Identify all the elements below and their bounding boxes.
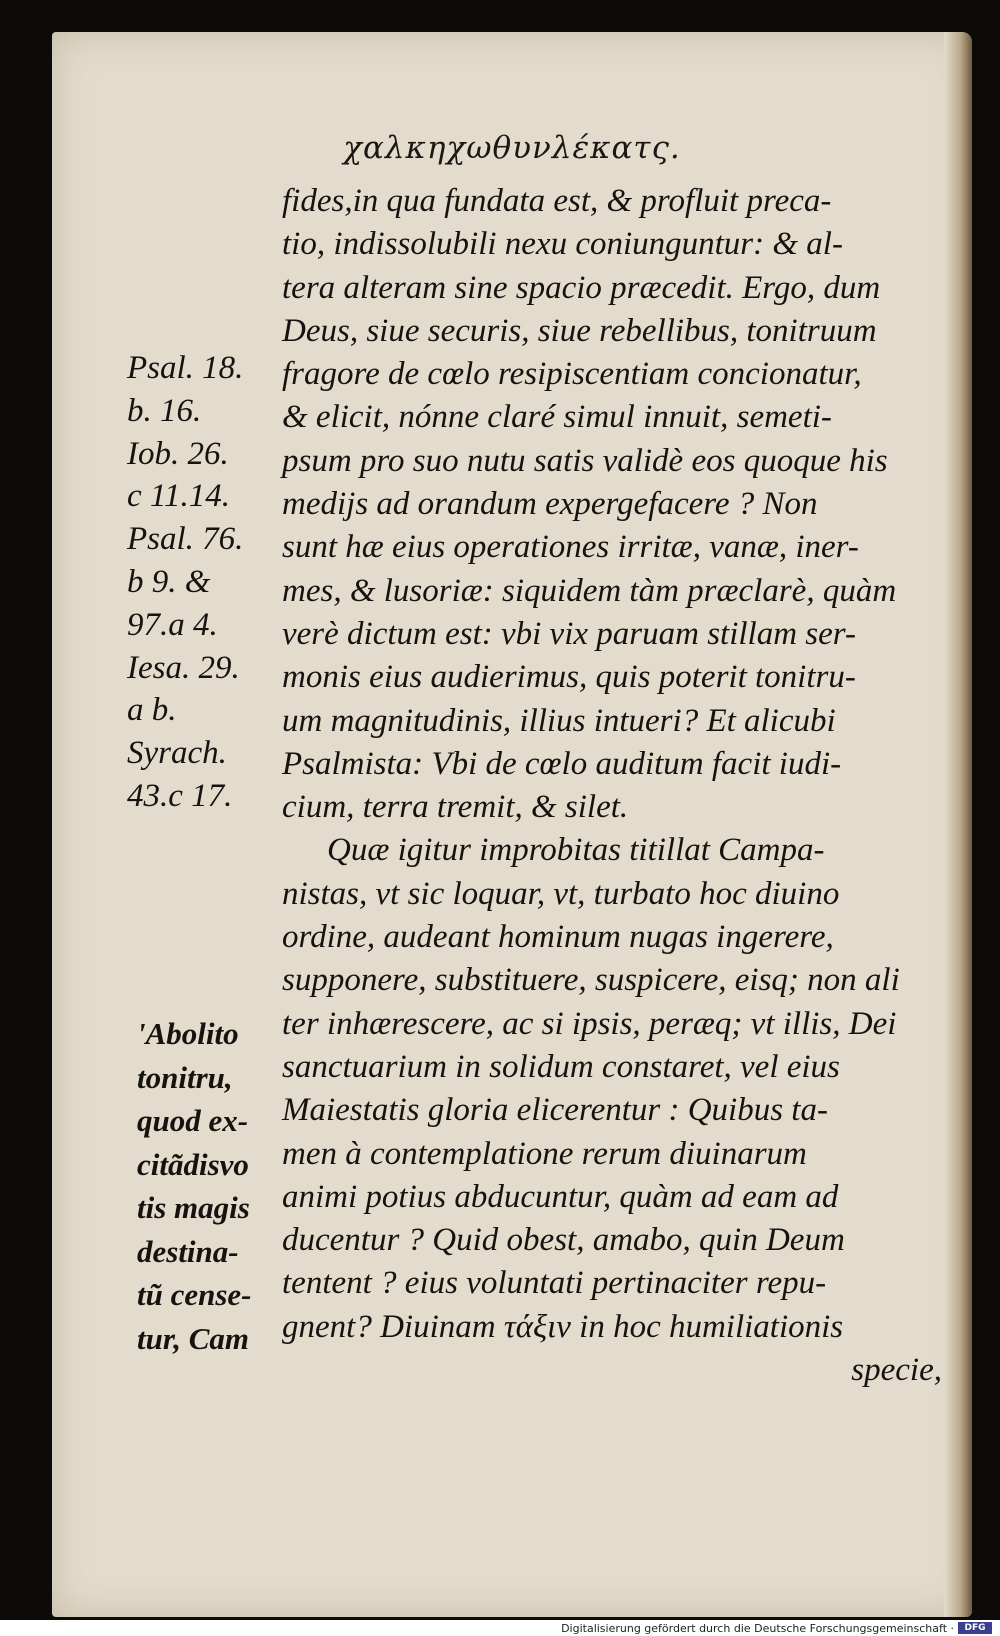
body-text (282, 180, 952, 1392)
margin-ref: 97.a 4. (127, 606, 218, 643)
text-line: fragore de cœlo resipiscentiam concionatur, (282, 356, 862, 393)
text-line: ducentur ? Quid obest, amabo, quin Deum (282, 1222, 845, 1259)
text-line: Deus, siue securis, siue rebellibus, tonitruum (282, 312, 877, 349)
margin-note-line: 'Abolito (137, 1016, 239, 1051)
margin-references (127, 347, 277, 818)
margin-ref: Iesa. 29. (127, 649, 240, 686)
text-line: tio, indissolubili nexu coniunguntur: & al- (282, 226, 843, 263)
text-line: Maiestatis gloria elicerentur : Quibus ta- (282, 1092, 828, 1129)
text-line: um magnitudinis, illius intueri? Et alicubi (282, 702, 836, 739)
text-line: psum pro suo nutu satis validè eos quoque his (282, 442, 888, 479)
margin-ref: a b. (127, 692, 177, 729)
dfg-logo: DFG (958, 1622, 992, 1634)
margin-note-line: citãdisvo (137, 1146, 249, 1182)
text-line: animi potius abducuntur, quàm ad eam ad (282, 1178, 839, 1215)
running-header: χαλκηχωθυνλέκατς. (343, 130, 681, 166)
text-line: verè dictum est: vbi vix paruam stillam ser- (282, 615, 856, 652)
text-line: cium, terra tremit, & silet. (282, 789, 629, 826)
margin-ref: Iob. 26. (127, 435, 229, 472)
footer-bar (0, 1620, 1000, 1636)
funding-notice: Digitalisierung gefördert durch die Deutsche Forschungsgemeinschaft · (561, 1622, 954, 1635)
margin-ref: c 11.14. (127, 478, 230, 515)
text-line: mes, & lusoriæ: siquidem tàm præclarè, quàm (282, 572, 897, 609)
margin-note-line: quod ex- (137, 1103, 249, 1138)
text-line: gnent? Diuinam τάξιν in hoc humiliationis (282, 1308, 844, 1345)
margin-note-line: tonitru, (137, 1059, 233, 1095)
margin-note-line: destina- (137, 1233, 239, 1269)
text-line: ter inhærescere, ac si ipsis, peræq; vt illis, Dei (282, 1005, 897, 1042)
text-line: tentent ? eius voluntati pertinaciter repu- (282, 1265, 827, 1302)
text-line: monis eius audierimus, quis poterit tonitru- (282, 659, 856, 696)
text-line: supponere, substituere, suspicere, eisq; non ali (282, 962, 900, 999)
text-line: & elicit, nónne claré simul innuit, semeti- (282, 399, 832, 436)
text-line: tera alteram sine spacio præcedit. Ergo, dum (282, 269, 881, 306)
text-line: fides,in qua fundata est, & profluit preca- (282, 183, 832, 219)
margin-note-line: tũ cense- (137, 1277, 252, 1312)
margin-ref: Psal. 76. (127, 521, 244, 558)
margin-ref: Psal. 18. (127, 350, 244, 386)
text-line: nistas, vt sic loquar, vt, turbato hoc diuino (282, 875, 840, 912)
book-page (52, 32, 972, 1617)
margin-note (137, 1012, 287, 1360)
text-line: Quæ igitur improbitas titillat Campa- (327, 832, 825, 869)
text-line: ordine, audeant hominum nugas ingerere, (282, 919, 834, 956)
text-line: medijs ad orandum expergefacere ? Non (282, 486, 818, 523)
text-line: sanctuarium in solidum constaret, vel eius (282, 1048, 840, 1085)
text-line: sunt hæ eius operationes irritæ, vanæ, iner- (282, 529, 859, 566)
margin-ref: b 9. & (127, 563, 211, 600)
margin-note-line: tur, Cam (137, 1320, 249, 1356)
margin-note-line: tis magis (137, 1190, 250, 1225)
margin-ref: b. 16. (127, 392, 202, 429)
catchword: specie, (851, 1352, 942, 1389)
text-line: Psalmista: Vbi de cœlo auditum facit iudi- (282, 745, 842, 782)
margin-ref: Syrach. (127, 735, 227, 772)
margin-ref: 43.c 17. (127, 777, 233, 814)
text-line: men à contemplatione rerum diuinarum (282, 1135, 807, 1172)
